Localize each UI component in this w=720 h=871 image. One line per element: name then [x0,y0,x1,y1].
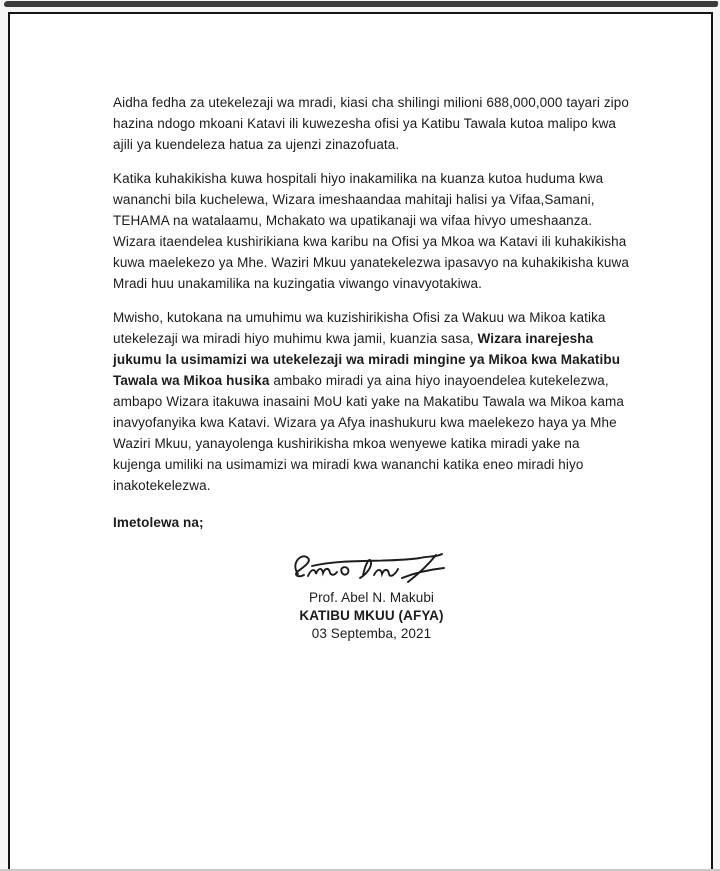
paragraph-segment-bold: Wizara inarejesha jukumu la usimamizi wa utekelezaji wa miradi mingine ya Mikoa kwa Makatibu Tawala wa Mikoa husika [113,331,621,388]
document-content [10,14,711,643]
paragraph-segment: Mwisho, kutokana na umuhimu wa kuzishirikisha Ofisi za Wakuu wa Mikoa katika utekelezaji wa miradi hiyo muhimu kwa jamii, kuanzia sasa, [113,310,606,346]
signatory-name: Prof. Abel N. Makubi [308,590,435,605]
paragraph [113,307,630,496]
signature-date: 03 Septemba, 2021 [311,626,432,641]
paragraph [113,92,630,155]
paragraph-segment: ambako miradi ya aina hiyo inayoendelea kutekelezwa, ambapo Wizara itakuwa inasaini MoU kati yake na Makatibu Tawala wa Mikoa kama inavyofanyika kwa Katavi. Wizara ya Afya inashukuru kwa maelekezo haya ya Mhe Waziri Mkuu, yanayolenga kushirikisha mkoa wenyewe katika miradi yake na kujenga umiliki na usimamizi wa miradi kwa wananchi katika eneo miradi hiyo inakotekelezwa. [113,373,624,493]
signatory-title: KATIBU MKUU (AFYA) [299,608,444,623]
viewer-top-edge [4,1,719,7]
paragraph-segment: Katika kuhakikisha kuwa hospitali hiyo inakamilika na kuanza kutoa huduma kwa wananchi bila kuchelewa, Wizara imeshaandaa mahitaji halisi ya Vifaa,Samani, TEHAMA na watalaamu, Mchakato wa upatikanaji wa vifaa hivyo umeshaanza. Wizara itaendelea kushirikiana kwa karibu na Ofisi ya Mkoa wa Katavi ili kuhakikisha kuwa maelekezo ya Mhe. Waziri Mkuu yanatekelezwa ipasavyo na kuhakikisha kuwa Mradi huu unakamilika na kuzingatia viwango vinavyotakiwa. [113,171,629,291]
body-paragraphs [113,92,630,496]
document-page [8,12,713,869]
paragraph-segment: Aidha fedha za utekelezaji wa mradi, kiasi cha shilingi milioni 688,000,000 tayari zipo hazina ndogo mkoani Katavi ili kuwezesha ofisi ya Katibu Tawala kutoa malipo kwa ajili ya kuendeleza hatua za ujenzi zinazofuata. [113,95,629,152]
issued-by-label: Imetolewa na; [113,515,204,530]
signature-block [284,547,459,643]
signature-image [284,547,459,587]
paragraph [113,168,630,294]
